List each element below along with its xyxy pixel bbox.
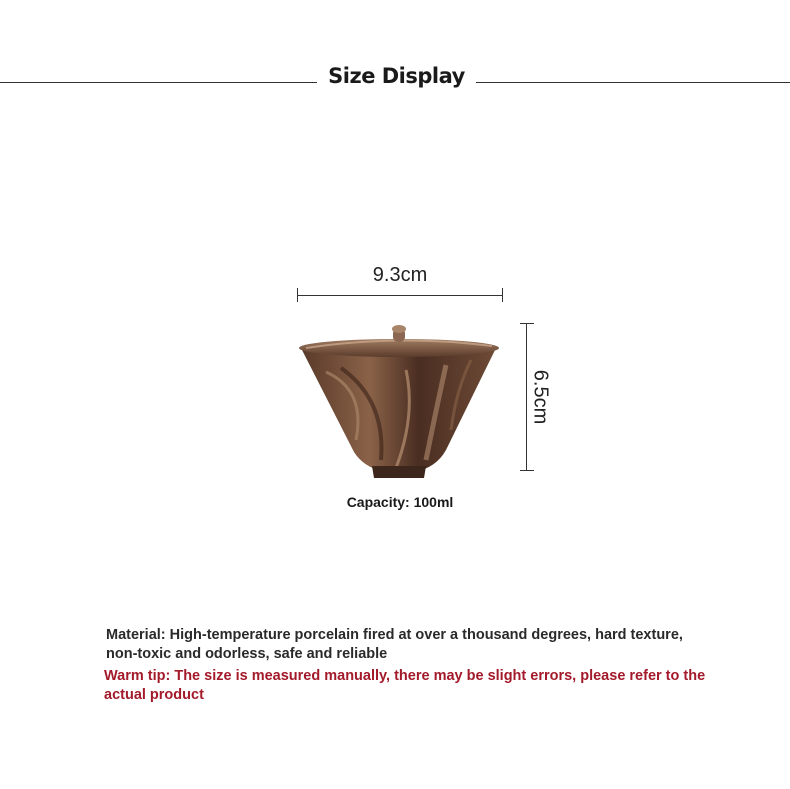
width-dimension-line <box>297 295 503 296</box>
height-dimension-line <box>526 323 527 471</box>
height-dimension-label: 6.5cm <box>529 369 552 425</box>
header-divider-left <box>0 82 317 83</box>
page-title: Size Display <box>328 64 465 88</box>
width-dimension-cap-right <box>502 288 503 302</box>
material-note: Material: High-temperature porcelain fired at over a thousand degrees, hard texture, non-toxic and odorless, safe and reliable <box>106 627 683 662</box>
height-dimension-cap-bottom <box>520 470 534 471</box>
header-divider-right <box>476 82 790 83</box>
tea-bowl-image <box>296 320 502 500</box>
warm-tip-note: Warm tip: The size is measured manually, there may be slight errors, please refer to the actual product <box>104 668 706 703</box>
height-dimension-cap-top <box>520 323 534 324</box>
capacity-label: Capacity: 100ml <box>346 494 454 510</box>
width-dimension-label: 9.3cm <box>372 264 428 286</box>
